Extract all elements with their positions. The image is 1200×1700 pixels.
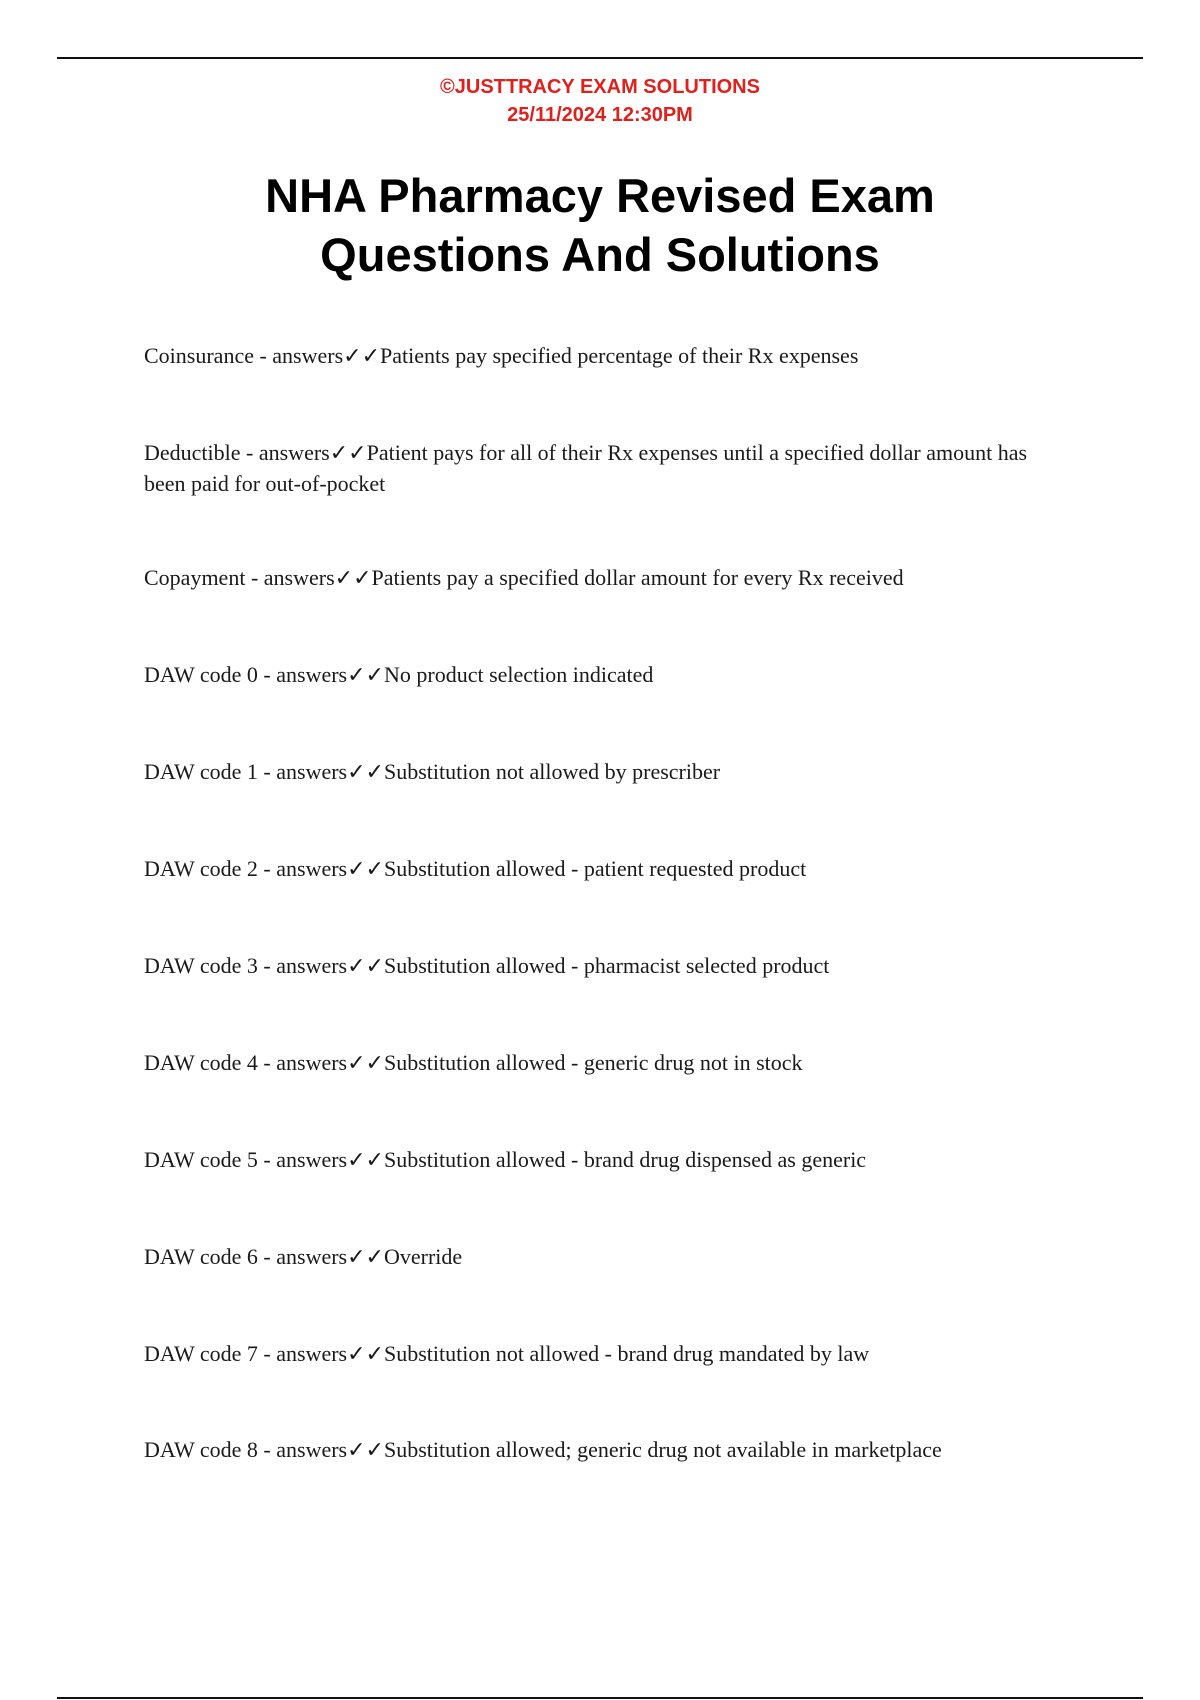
qa-term: DAW code 3 [144,953,258,978]
qa-separator: - answers [240,440,330,465]
double-check-icon: ✓✓ [347,759,384,784]
double-check-icon: ✓✓ [347,1147,384,1172]
qa-term: DAW code 8 [144,1437,258,1462]
qa-separator: - answers [257,662,348,687]
qa-term: Deductible [144,440,241,465]
qa-answer: No product selection indicated [384,662,654,687]
qa-item-coinsurance [144,340,1044,371]
qa-separator: - answers [257,953,348,978]
qa-separator: - answers [257,1147,348,1172]
qa-term: DAW code 7 [144,1341,258,1366]
page-title [0,166,1200,284]
qa-item-daw-code-1 [144,756,1044,787]
qa-separator: - answers [245,565,335,590]
qa-item-daw-code-4 [144,1047,1044,1078]
top-divider [57,57,1143,59]
qa-answer: Substitution allowed - generic drug not in stock [384,1050,803,1075]
qa-separator: - answers [257,856,348,881]
qa-answer: Substitution allowed; generic drug not available in marketplace [384,1437,942,1462]
double-check-icon: ✓✓ [347,1050,384,1075]
qa-answer: Substitution allowed - brand drug dispensed as generic [384,1147,867,1172]
qa-separator: - answers [257,759,348,784]
double-check-icon: ✓✓ [347,1437,384,1462]
qa-item-daw-code-0 [144,659,1044,690]
double-check-icon: ✓✓ [343,343,381,368]
qa-item-copayment [144,562,1044,593]
watermark-timestamp: 25/11/2024 12:30PM [507,104,693,126]
qa-answer: Override [384,1244,463,1269]
qa-item-daw-code-7 [144,1338,1044,1369]
qa-answer: Patients pay specified percentage of their Rx expenses [380,343,859,368]
watermark-owner: ©JUSTTRACY EXAM SOLUTIONS [440,76,760,98]
double-check-icon: ✓✓ [334,565,372,590]
qa-item-daw-code-6 [144,1241,1044,1272]
double-check-icon: ✓✓ [347,856,384,881]
qa-item-deductible [144,437,1044,499]
qa-term: DAW code 4 [144,1050,258,1075]
qa-term: DAW code 0 [144,662,258,687]
qa-separator: - answers [257,1050,348,1075]
qa-term: Copayment [144,565,246,590]
double-check-icon: ✓✓ [329,440,367,465]
qa-item-daw-code-8 [144,1434,1044,1465]
qa-item-daw-code-2 [144,853,1044,884]
double-check-icon: ✓✓ [347,662,384,687]
qa-answer: Substitution not allowed - brand drug mandated by law [384,1341,870,1366]
double-check-icon: ✓✓ [347,953,384,978]
qa-separator: - answers [257,1244,348,1269]
title-line-1: NHA Pharmacy Revised Exam [265,169,935,222]
qa-answer: Patients pay a specified dollar amount for every Rx received [371,565,904,590]
qa-term: DAW code 1 [144,759,258,784]
qa-answer: Substitution allowed - pharmacist selected product [384,953,830,978]
double-check-icon: ✓✓ [347,1341,384,1366]
title-line-2: Questions And Solutions [320,228,880,281]
bottom-divider [57,1697,1143,1699]
qa-term: DAW code 6 [144,1244,258,1269]
qa-item-daw-code-3 [144,950,1044,981]
copyright-watermark [0,73,1200,129]
qa-separator: - answers [257,1341,348,1366]
qa-term: Coinsurance [144,343,254,368]
qa-answer: Substitution allowed - patient requested product [384,856,807,881]
qa-item-daw-code-5 [144,1144,1044,1175]
qa-separator: - answers [257,1437,348,1462]
qa-separator: - answers [253,343,344,368]
qa-answer: Patient pays for all of their Rx expenses until a specified dollar amount has been paid for out-of-pocket [144,440,1028,496]
qa-answer: Substitution not allowed by prescriber [384,759,721,784]
qa-term: DAW code 2 [144,856,258,881]
qa-term: DAW code 5 [144,1147,258,1172]
double-check-icon: ✓✓ [347,1244,384,1269]
